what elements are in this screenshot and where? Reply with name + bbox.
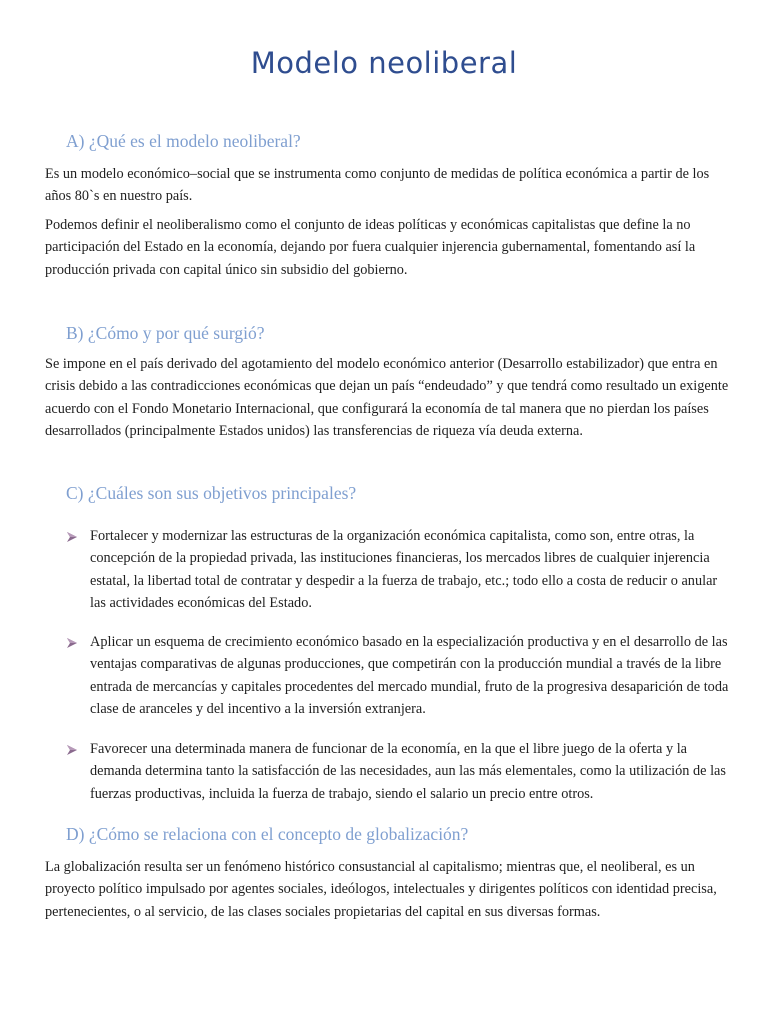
section-heading-d: D) ¿Cómo se relaciona con el concepto de globalización? <box>66 824 469 844</box>
paragraph-a1: Es un modelo económico–social que se instrumenta como conjunto de medidas de política económica a partir de los años 80`s en nuestro país. <box>45 166 710 205</box>
bullet-text-3: Favorecer una determinada manera de funcionar de la economía, en la que el libre juego de la oferta y la demanda determina tanto la satisfacción de las necesidades, aun las más elementales, como la utilización de las fuerzas productivas, incluida la fuerza de trabajo, siendo el salario un precio entre otros. <box>90 741 726 802</box>
section-heading-b: B) ¿Cómo y por qué surgió? <box>66 323 265 343</box>
arrowhead-bullet-icon <box>66 743 78 755</box>
paragraph-d1: La globalización resulta ser un fenómeno histórico consustancial al capitalismo; mientras que, el neoliberal, es un proyecto político impulsado por agentes sociales, ideólogos, intelectuales y dirigentes políticos con identidad precisa, pertenecientes, o al servicio, de las clases sociales propietarias del capital en sus diversas formas. <box>45 859 717 920</box>
bullet-text-1: Fortalecer y modernizar las estructuras de la organización económica capitalista, como son, entre otras, la concepción de la propiedad privada, las instituciones financieras, los mercados libres de cualquier injerencia estatal, la libertad total de contratar y despedir a la fuerza de trabajo, etc.; todo ello a costa de reducir o anular las actividades económicas del Estado. <box>90 528 718 611</box>
page-title: Modelo neoliberal <box>250 46 518 80</box>
arrowhead-bullet-icon <box>66 636 78 648</box>
section-heading-c: C) ¿Cuáles son sus objetivos principales? <box>66 483 357 503</box>
paragraph-b1: Se impone en el país derivado del agotamiento del modelo económico anterior (Desarrollo estabilizador) que entra en crisis debido a las contradicciones económicas que dejan un país “endeudado” y que tendrá como resultado un exigente acuerdo con el Fondo Monetario Internacional, que configurará la economía de tal manera que no pierdan los países desarrollados (principalmente Estados unidos) las transferencias de riqueza vía deuda externa. <box>45 356 729 439</box>
section-heading-a: A) ¿Qué es el modelo neoliberal? <box>66 131 301 151</box>
arrowhead-bullet-icon <box>66 530 78 542</box>
bullet-text-2: Aplicar un esquema de crecimiento económico basado en la especialización productiva y en el desarrollo de las ventajas comparativas de algunas producciones, que competirán con la producción mundial a través de la libre entrada de mercancías y capitales procedentes del mercado mundial, fruto de la progresiva desaparición de toda clase de aranceles y del incentivo a la inversión extranjera. <box>90 634 729 717</box>
paragraph-a2: Podemos definir el neoliberalismo como el conjunto de ideas políticas y económicas capitalistas que define la no participación del Estado en la economía, dejando por fuera cualquier injerencia gubernamental, fomentando así la producción privada con capital único sin subsidio del gobierno. <box>45 217 696 278</box>
